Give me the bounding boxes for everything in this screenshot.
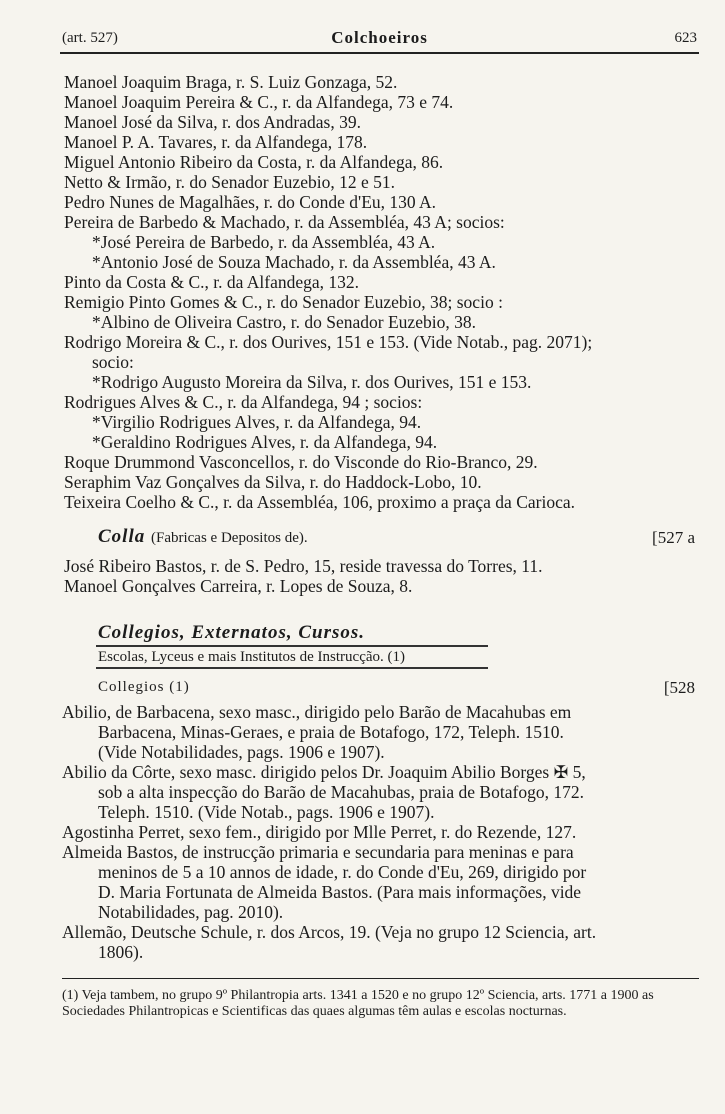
- header-rule: [60, 52, 699, 54]
- section-code: [527 a: [652, 528, 695, 547]
- entry: Roque Drummond Vasconcellos, r. do Visconde do Rio-Branco, 29.: [64, 452, 538, 472]
- school-entry-continuation: Notabilidades, pag. 2010).: [98, 902, 284, 922]
- school-entry: Abilio, de Barbacena, sexo masc., dirigido pelo Barão de Macahubas em: [62, 702, 572, 722]
- entry: Remigio Pinto Gomes & C., r. do Senador Euzebio, 38; socio :: [64, 292, 503, 312]
- entry: Miguel Antonio Ribeiro da Costa, r. da Alfandega, 86.: [64, 152, 444, 172]
- page-header: [62, 28, 697, 50]
- group-label: Collegios (1): [98, 679, 190, 695]
- entry: Manoel Joaquim Pereira & C., r. da Alfandega, 73 e 74.: [64, 92, 454, 112]
- section-rule: [96, 667, 488, 669]
- entry: Manoel P. A. Tavares, r. da Alfandega, 178.: [64, 132, 368, 152]
- entry: Manoel Joaquim Braga, r. S. Luiz Gonzaga, 52.: [64, 72, 398, 92]
- section-subtitle: Escolas, Lyceus e mais Institutos de Instrucção. (1): [98, 649, 406, 665]
- school-entry-continuation: 1806).: [98, 942, 144, 962]
- page-number: 623: [674, 30, 697, 46]
- entry: Rodrigues Alves & C., r. da Alfandega, 94 ; socios:: [64, 392, 423, 412]
- entry-partner: *Antonio José de Souza Machado, r. da Assembléa, 43 A.: [92, 252, 496, 272]
- entry-partner: *Albino de Oliveira Castro, r. do Senador Euzebio, 38.: [92, 312, 476, 332]
- school-entry-continuation: meninos de 5 a 10 annos de idade, r. do Conde d'Eu, 269, dirigido por: [98, 862, 587, 882]
- school-entry: Allemão, Deutsche Schule, r. dos Arcos, 19. (Veja no grupo 12 Sciencia, art.: [62, 922, 597, 942]
- article-range: (art. 527): [62, 30, 118, 46]
- footnote-rule: [62, 978, 699, 979]
- entry-partner: *Virgilio Rodrigues Alves, r. da Alfandega, 94.: [92, 412, 422, 432]
- school-entry: Abilio da Côrte, sexo masc. dirigido pelos Dr. Joaquim Abilio Borges ✠ 5,: [62, 762, 586, 782]
- school-entry: Agostinha Perret, sexo fem., dirigido por Mlle Perret, r. do Rezende, 127.: [62, 822, 577, 842]
- section-title-collegios: Collegios, Externatos, Cursos.: [98, 622, 366, 643]
- school-entry: Almeida Bastos, de instrucção primaria e secundaria para meninas e para: [62, 842, 574, 862]
- school-entry-continuation: (Vide Notabilidades, pags. 1906 e 1907).: [98, 742, 385, 762]
- section-subtitle: (Fabricas e Depositos de).: [150, 530, 308, 546]
- section-rule: [96, 645, 488, 647]
- school-entry-continuation: D. Maria Fortunata de Almeida Bastos. (Para mais informações, vide: [98, 882, 582, 902]
- running-title: Colchoeiros: [331, 28, 428, 47]
- entry: Manoel Gonçalves Carreira, r. Lopes de Souza, 8.: [64, 576, 413, 596]
- entry: Pedro Nunes de Magalhães, r. do Conde d'Eu, 130 A.: [64, 192, 437, 212]
- school-entry-continuation: Teleph. 1510. (Vide Notab., pags. 1906 e 1907).: [98, 802, 435, 822]
- entry: Rodrigo Moreira & C., r. dos Ourives, 151 e 153. (Vide Notab., pag. 2071);: [64, 332, 593, 352]
- section-title-text: Colla: [98, 526, 146, 547]
- entry: Teixeira Coelho & C., r. da Assembléa, 106, proximo a praça da Carioca.: [64, 492, 575, 512]
- entry: Pinto da Costa & C., r. da Alfandega, 132.: [64, 272, 360, 292]
- entry: Netto & Irmão, r. do Senador Euzebio, 12 e 51.: [64, 172, 395, 192]
- entry-continuation: socio:: [92, 352, 134, 372]
- footnote: (1) Veja tambem, no grupo 9º Philantropia arts. 1341 a 1520 e no grupo 12º Sciencia, arts. 1771 a 1900 as Sociedades Philantropicas e Scientificas das quaes algumas têm aulas e escolas nocturnas.: [62, 988, 654, 1019]
- entry: Manoel José da Silva, r. dos Andradas, 39.: [64, 112, 361, 132]
- section-title-colla: [98, 526, 308, 548]
- entry: Pereira de Barbedo & Machado, r. da Assembléa, 43 A; socios:: [64, 212, 505, 232]
- entry: Seraphim Vaz Gonçalves da Silva, r. do Haddock-Lobo, 10.: [64, 472, 482, 492]
- entry-partner: *Geraldino Rodrigues Alves, r. da Alfandega, 94.: [92, 432, 438, 452]
- entry-partner: *José Pereira de Barbedo, r. da Assembléa, 43 A.: [92, 232, 436, 252]
- section-code: [528: [663, 678, 695, 697]
- entry-partner: *Rodrigo Augusto Moreira da Silva, r. dos Ourives, 151 e 153.: [92, 372, 532, 392]
- school-entry-continuation: sob a alta inspecção do Barão de Macahubas, praia de Botafogo, 172.: [98, 782, 584, 802]
- school-entry-continuation: Barbacena, Minas-Geraes, e praia de Botafogo, 172, Teleph. 1510.: [98, 722, 564, 742]
- entry: José Ribeiro Bastos, r. de S. Pedro, 15, reside travessa do Torres, 11.: [64, 556, 543, 576]
